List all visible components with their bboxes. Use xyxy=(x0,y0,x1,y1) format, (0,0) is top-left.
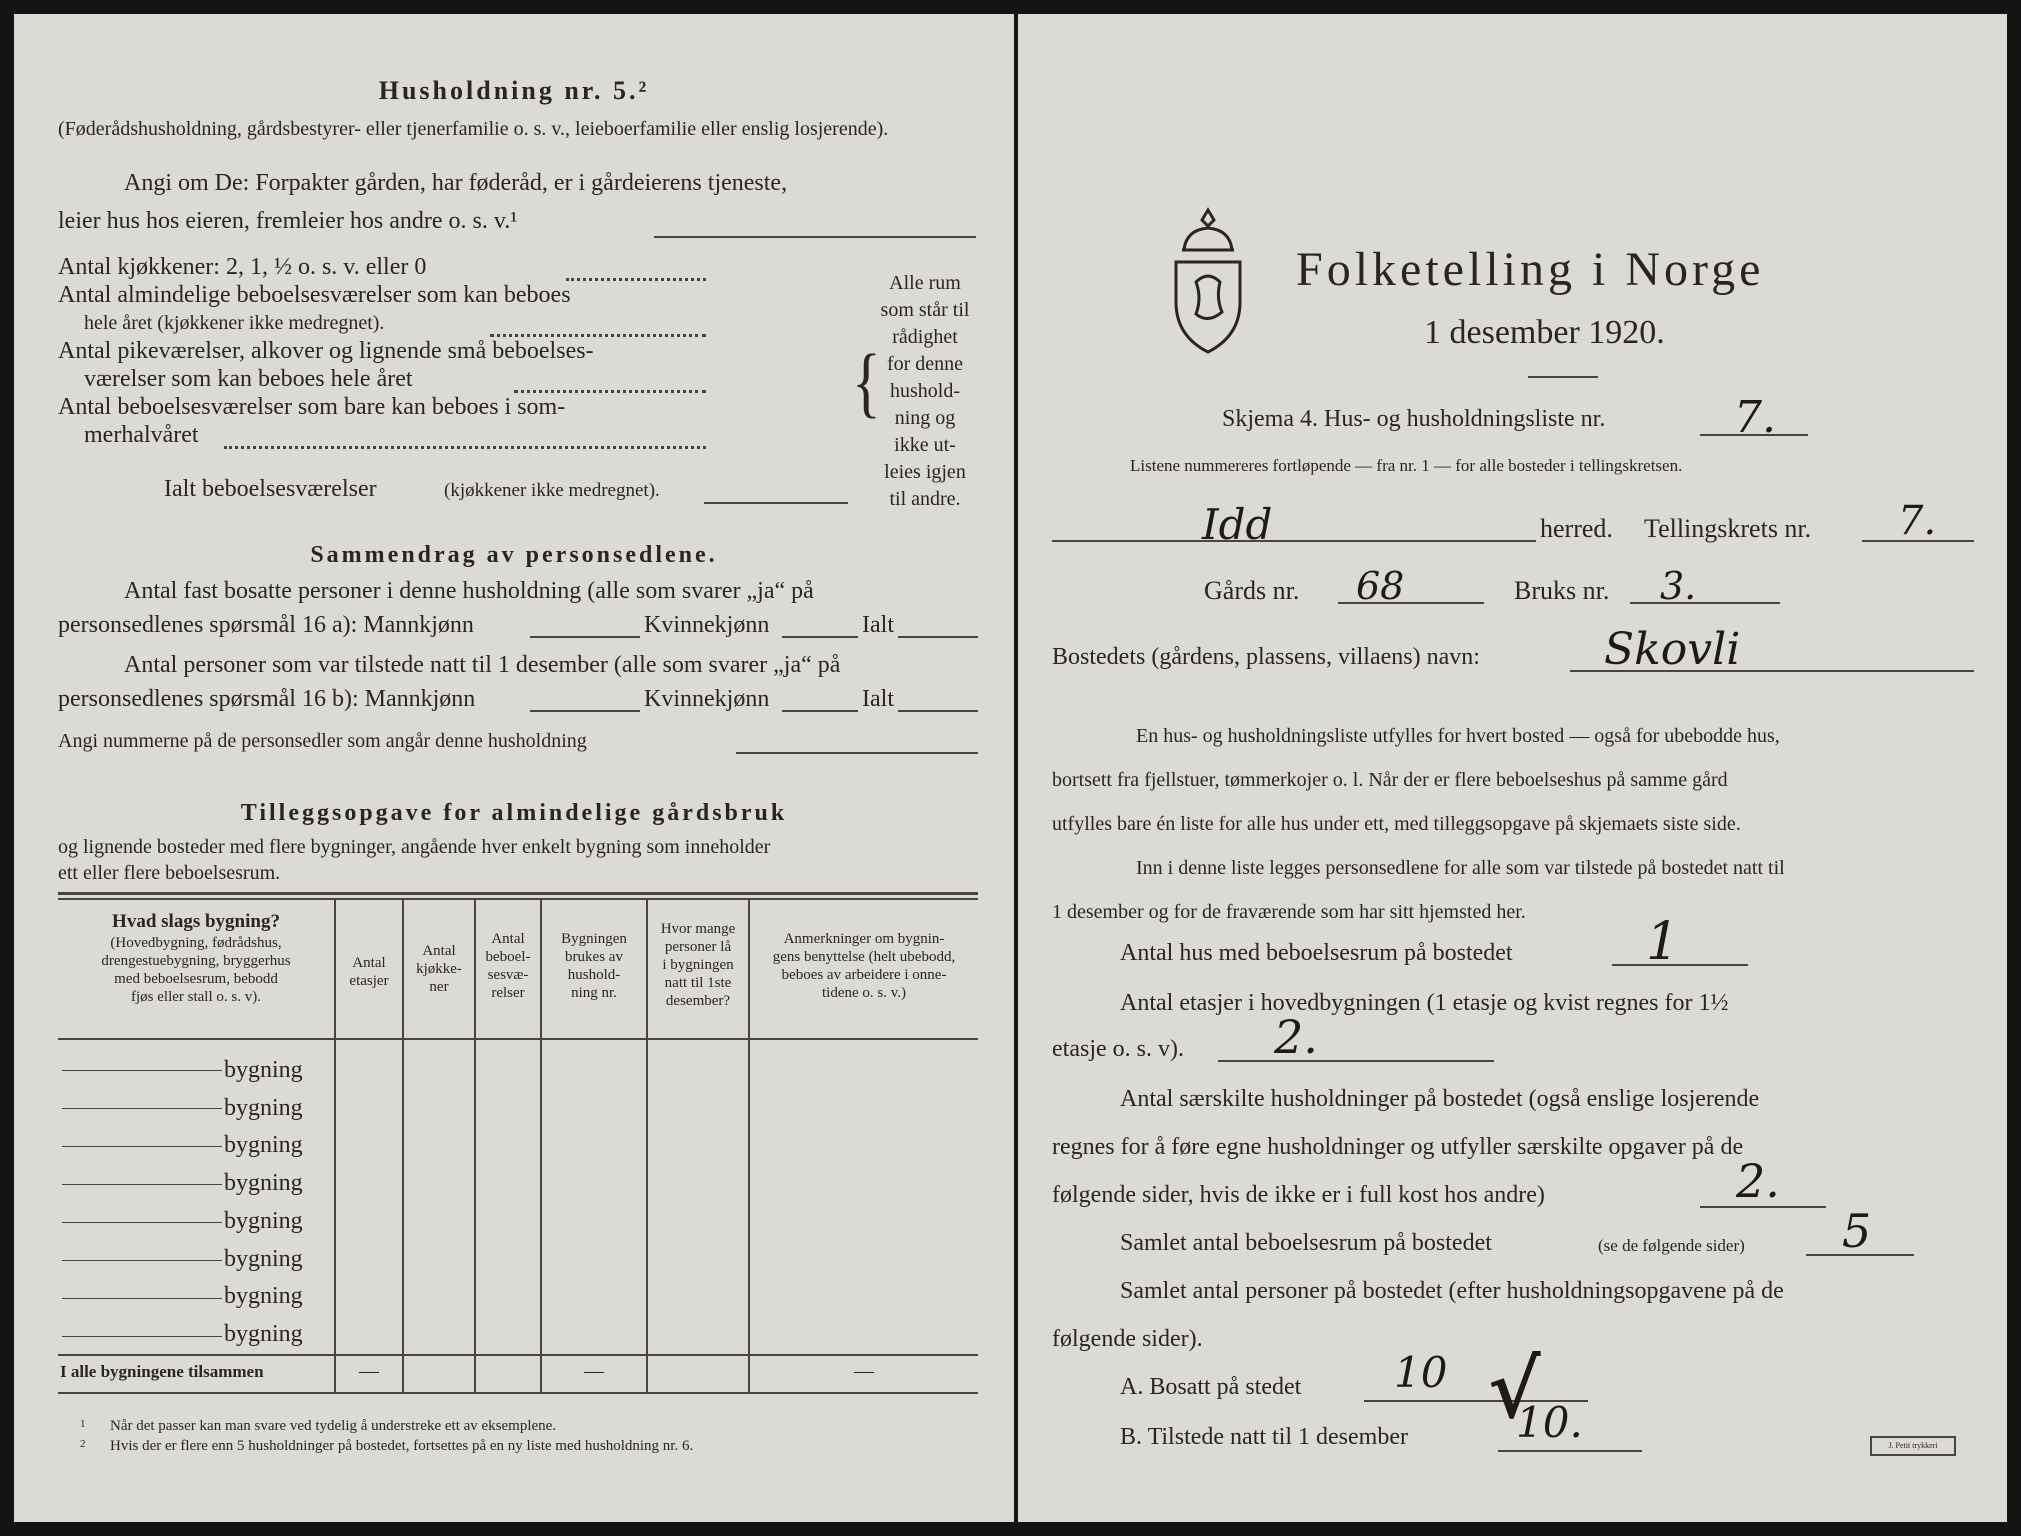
bosted-value: Skovli xyxy=(1604,624,1741,675)
bosatt-value: 10 xyxy=(1394,1348,1448,1397)
instructions-para1 xyxy=(1052,714,1982,846)
col-header-line: Antal xyxy=(491,931,525,947)
q-ialt-note: (kjøkkener ikke medregnet). xyxy=(444,480,660,501)
brace-icon: { xyxy=(852,339,881,425)
total-row-label: I alle bygningene tilsammen xyxy=(60,1362,264,1381)
answer-line xyxy=(1612,964,1748,966)
tilstede-value: 10. xyxy=(1516,1398,1583,1447)
sarskilte-line2: regnes for å føre egne husholdninger og utfyller særskilte opgaver på de xyxy=(1052,1134,1744,1160)
col-header-line: kjøkke- xyxy=(416,961,462,977)
total-dash: — xyxy=(359,1360,379,1382)
kvinne-label: Kvinnekjønn xyxy=(644,686,770,712)
herred-value: Idd xyxy=(1202,500,1273,549)
brace-note-line: leies igjen xyxy=(884,461,966,483)
footnote-1: Når det passer kan man svare ved tydelig å understreke ett av eksemplene. xyxy=(110,1418,557,1434)
col-header-line: etasjer xyxy=(349,973,389,989)
instructions-para2 xyxy=(1052,846,1982,934)
row-fill-line xyxy=(62,1298,222,1299)
census-date: 1 desember 1920. xyxy=(1424,314,1665,351)
col-header-line: ner xyxy=(429,979,449,995)
kvinne-label: Kvinnekjønn xyxy=(644,612,770,638)
listene-note: Listene nummereres fortløpende — fra nr. 1 — for alle bosteder i tellingskretsen. xyxy=(1130,456,1683,475)
instruction-line: utfylles bare én liste for alle hus under ett, med tilleggsopgave på skjemaets siste side. xyxy=(1052,813,1741,835)
divider-rule xyxy=(1528,376,1598,378)
col-header-kjokkener xyxy=(404,942,474,996)
answer-line xyxy=(704,502,848,504)
q-angi-line2: leier hus hos eieren, fremleier hos andre o. s. v.¹ xyxy=(58,208,518,234)
col-header-personer xyxy=(648,920,748,1010)
ialt-label: Ialt xyxy=(862,686,894,712)
col-header-building-type xyxy=(58,910,334,1006)
bosatt-label: A. Bosatt på stedet xyxy=(1120,1374,1302,1400)
sarskilte-line3: følgende sider, hvis de ikke er i full kost hos andre) xyxy=(1052,1182,1545,1208)
col-header-line: desember? xyxy=(665,993,731,1009)
answer-line xyxy=(736,752,978,754)
brace-note-line: Alle rum xyxy=(889,272,961,294)
table-row-label: bygning xyxy=(224,1320,303,1347)
col-divider xyxy=(540,900,542,1392)
row-fill-line xyxy=(62,1222,222,1223)
brace-note-line: ikke ut- xyxy=(894,434,956,456)
tilstede-label: B. Tilstede natt til 1 desember xyxy=(1120,1424,1408,1450)
instruction-line: 1 desember og for de fraværende som har sitt hjemsted her. xyxy=(1052,901,1526,923)
col-header-line: sesvæ- xyxy=(487,967,529,983)
etasjer-value: 2. xyxy=(1274,1010,1318,1064)
row-fill-line xyxy=(62,1336,222,1337)
col-header-line: Hvor mange xyxy=(660,921,736,937)
sarskilte-line1: Antal særskilte husholdninger på bostedet (også enslige losjerende xyxy=(1120,1086,1760,1112)
answer-line xyxy=(1218,1060,1494,1062)
col-header-anmerkninger xyxy=(750,930,978,1002)
right-page xyxy=(1018,14,2007,1522)
table-top-rule xyxy=(58,892,978,895)
col-header-line: gens benyttelse (helt ubebodd, xyxy=(772,949,956,965)
antal-hus-value: 1 xyxy=(1646,912,1680,972)
table-row-label: bygning xyxy=(224,1057,303,1083)
col-header-beboelsesvaerelser xyxy=(476,930,540,1002)
footnote-mark: 2 xyxy=(80,1438,86,1450)
col-header-line: hushold- xyxy=(567,967,621,983)
herred-label: herred. xyxy=(1540,514,1613,543)
col-header-line: (Hovedbygning, fødrådshus, xyxy=(110,935,282,951)
brace-note-line: til andre. xyxy=(889,488,961,510)
row-fill-line xyxy=(62,1260,222,1261)
q-pike-line2: værelser som kan beboes hele året xyxy=(84,366,413,392)
col-header-line: brukes av xyxy=(565,949,623,965)
col-divider xyxy=(646,900,648,1392)
fast-line1: Antal fast bosatte personer i denne husholdning (alle som svarer „ja“ på xyxy=(124,578,814,604)
table-row-label: bygning xyxy=(224,1283,303,1310)
printer-stamp: J. Petit trykkeri xyxy=(1870,1436,1956,1456)
angi-nummerne: Angi nummerne på de personsedler som angår denne husholdning xyxy=(58,730,587,752)
samlet-rum-value: 5 xyxy=(1842,1204,1872,1258)
table-top-rule xyxy=(58,898,978,900)
col-header-line: ning nr. xyxy=(571,985,617,1001)
table-row-label: bygning xyxy=(224,1170,303,1197)
household-title: Husholdning nr. 5.² xyxy=(378,76,650,105)
col-header-line: personer lå xyxy=(664,939,732,955)
tillegg-line1: og lignende bosteder med flere bygninger, angående hver enkelt bygning som inneholder xyxy=(58,836,771,858)
q-alm-line1: Antal almindelige beboelsesværelser som kan beboes xyxy=(58,282,571,308)
bruks-value: 3. xyxy=(1660,564,1697,608)
brace-note-line: ning og xyxy=(894,407,956,429)
q-sommer-line2: merhalvåret xyxy=(84,422,199,448)
brace-note-line: rådighet xyxy=(892,326,958,348)
col-divider xyxy=(474,900,476,1392)
census-title: Folketelling i Norge xyxy=(1296,243,1765,296)
table-row-label: bygning xyxy=(224,1245,303,1272)
tellingskrets-label: Tellingskrets nr. xyxy=(1644,514,1812,543)
answer-line xyxy=(782,710,858,712)
dotted-leader xyxy=(490,334,706,337)
answer-line xyxy=(898,636,978,638)
etasjer-line2: etasje o. s. v). xyxy=(1052,1036,1184,1062)
tilstede-line1: Antal personer som var tilstede natt til 1 desember (alle som svarer „ja“ på xyxy=(124,652,841,678)
building-rows xyxy=(224,1052,303,1354)
brace-note-line: hushold- xyxy=(890,380,960,402)
q-alm-line2: hele året (kjøkkener ikke medregnet). xyxy=(84,312,385,334)
table-row-label: bygning xyxy=(224,1094,303,1121)
brace-note-line: for denne xyxy=(886,353,964,375)
col-header-line: relser xyxy=(491,985,525,1001)
samlet-pers-line1: Samlet antal personer på bostedet (efter husholdningsopgavene på de xyxy=(1120,1278,1784,1304)
col-header-line: Antal xyxy=(422,943,456,959)
gards-value: 68 xyxy=(1356,564,1405,608)
row-fill-line xyxy=(62,1108,222,1109)
skjema-value: 7. xyxy=(1734,392,1776,443)
sarskilte-value: 2. xyxy=(1736,1154,1780,1208)
total-dash: — xyxy=(584,1360,604,1382)
left-page xyxy=(14,14,1014,1522)
col-header-etasjer xyxy=(336,954,402,990)
row-fill-line xyxy=(62,1070,222,1071)
col-header-line: tidene o. s. v.) xyxy=(821,985,906,1001)
table-row-label: bygning xyxy=(224,1132,303,1159)
col-header-title: Hvad slags bygning? xyxy=(112,911,280,932)
tellingskrets-value: 7. xyxy=(1898,498,1937,544)
answer-line xyxy=(1052,540,1536,542)
col-divider xyxy=(334,900,336,1392)
col-header-line: natt til 1ste xyxy=(664,975,732,991)
etasjer-line1: Antal etasjer i hovedbygningen (1 etasje og kvist regnes for 1½ xyxy=(1120,990,1729,1016)
col-header-line: i bygningen xyxy=(662,957,734,973)
answer-line xyxy=(654,236,976,238)
table-row-label: bygning xyxy=(224,1207,303,1234)
samlet-pers-line2: følgende sider). xyxy=(1052,1326,1203,1352)
dotted-leader xyxy=(224,446,706,449)
total-dash: — xyxy=(854,1360,874,1382)
answer-line xyxy=(530,710,640,712)
antal-hus-label: Antal hus med beboelsesrum på bostedet xyxy=(1120,940,1513,966)
tally-mark: √ xyxy=(1488,1342,1541,1436)
total-top-rule xyxy=(58,1354,978,1356)
instruction-line: Inn i denne liste legges personsedlene for alle som var tilstede på bostedet natt til xyxy=(1136,857,1785,879)
brace-note-line: som står til xyxy=(880,299,970,321)
col-header-line: drengestuebygning, bryggerhus xyxy=(101,953,291,969)
footnote-mark: 1 xyxy=(80,1418,86,1430)
col-header-husholdning xyxy=(542,930,646,1002)
row-fill-line xyxy=(62,1146,222,1147)
table-bottom-rule xyxy=(58,1392,978,1394)
footnote-2: Hvis der er flere enn 5 husholdninger på bostedet, fortsettes på en ny liste med husholdning nr. 6. xyxy=(110,1438,694,1454)
q-pike-line1: Antal pikeværelser, alkover og lignende små beboelses- xyxy=(58,338,594,364)
col-header-line: Anmerkninger om bygnin- xyxy=(783,931,945,947)
col-header-line: beboes av arbeidere i onne- xyxy=(781,967,947,983)
gards-label: Gårds nr. xyxy=(1204,576,1300,605)
instruction-line: bortsett fra fjellstuer, tømmerkojer o. l. Når der er flere beboelseshus på samme gård xyxy=(1052,769,1728,791)
answer-line xyxy=(1630,602,1780,604)
summary-title: Sammendrag av personsedlene. xyxy=(310,542,718,568)
dotted-leader xyxy=(514,390,706,393)
coat-of-arms-icon xyxy=(1168,206,1248,356)
q-sommer-line1: Antal beboelsesværelser som bare kan beboes i som- xyxy=(58,394,566,420)
tillegg-line2: ett eller flere beboelsesrum. xyxy=(58,862,281,884)
col-header-line: fjøs eller stall o. s. v). xyxy=(131,989,261,1005)
col-header-line: Antal xyxy=(352,955,386,971)
skjema-label: Skjema 4. Hus- og husholdningsliste nr. xyxy=(1222,406,1606,432)
bosted-label: Bostedets (gårdens, plassens, villaens) navn: xyxy=(1052,644,1480,670)
answer-line xyxy=(1498,1450,1642,1452)
header-bottom-rule xyxy=(58,1038,978,1040)
samlet-rum-label: Samlet antal beboelsesrum på bostedet xyxy=(1120,1230,1492,1256)
samlet-rum-note: (se de følgende sider) xyxy=(1598,1236,1745,1255)
bruks-label: Bruks nr. xyxy=(1514,576,1610,605)
brace-note xyxy=(866,270,984,513)
household-subtitle: (Føderådshusholdning, gårdsbestyrer- eller tjenerfamilie o. s. v., leieboerfamilie eller enslig losjerende). xyxy=(58,118,889,140)
q-ialt-label: Ialt beboelsesværelser xyxy=(164,476,377,502)
col-divider xyxy=(402,900,404,1392)
col-divider xyxy=(748,900,750,1392)
dotted-leader xyxy=(566,278,706,281)
row-fill-line xyxy=(62,1184,222,1185)
q-angi-line1: Angi om De: Forpakter gården, har føderåd, er i gårdeierens tjeneste, xyxy=(124,170,788,196)
answer-line xyxy=(530,636,640,638)
tillegg-title: Tilleggsopgave for almindelige gårdsbruk xyxy=(240,800,788,826)
q-kjokken: Antal kjøkkener: 2, 1, ½ o. s. v. eller 0 xyxy=(58,254,427,280)
col-header-line: beboel- xyxy=(485,949,531,965)
col-header-line: med beboelsesrum, bebodd xyxy=(114,971,278,987)
instruction-line: En hus- og husholdningsliste utfylles for hvert bosted — også for ubebodde hus, xyxy=(1136,725,1780,747)
tilstede-line2: personsedlenes spørsmål 16 b): Mannkjønn xyxy=(58,686,476,712)
col-header-line: Bygningen xyxy=(561,931,627,947)
answer-line xyxy=(898,710,978,712)
ialt-label: Ialt xyxy=(862,612,894,638)
answer-line xyxy=(782,636,858,638)
fast-line2: personsedlenes spørsmål 16 a): Mannkjønn xyxy=(58,612,474,638)
